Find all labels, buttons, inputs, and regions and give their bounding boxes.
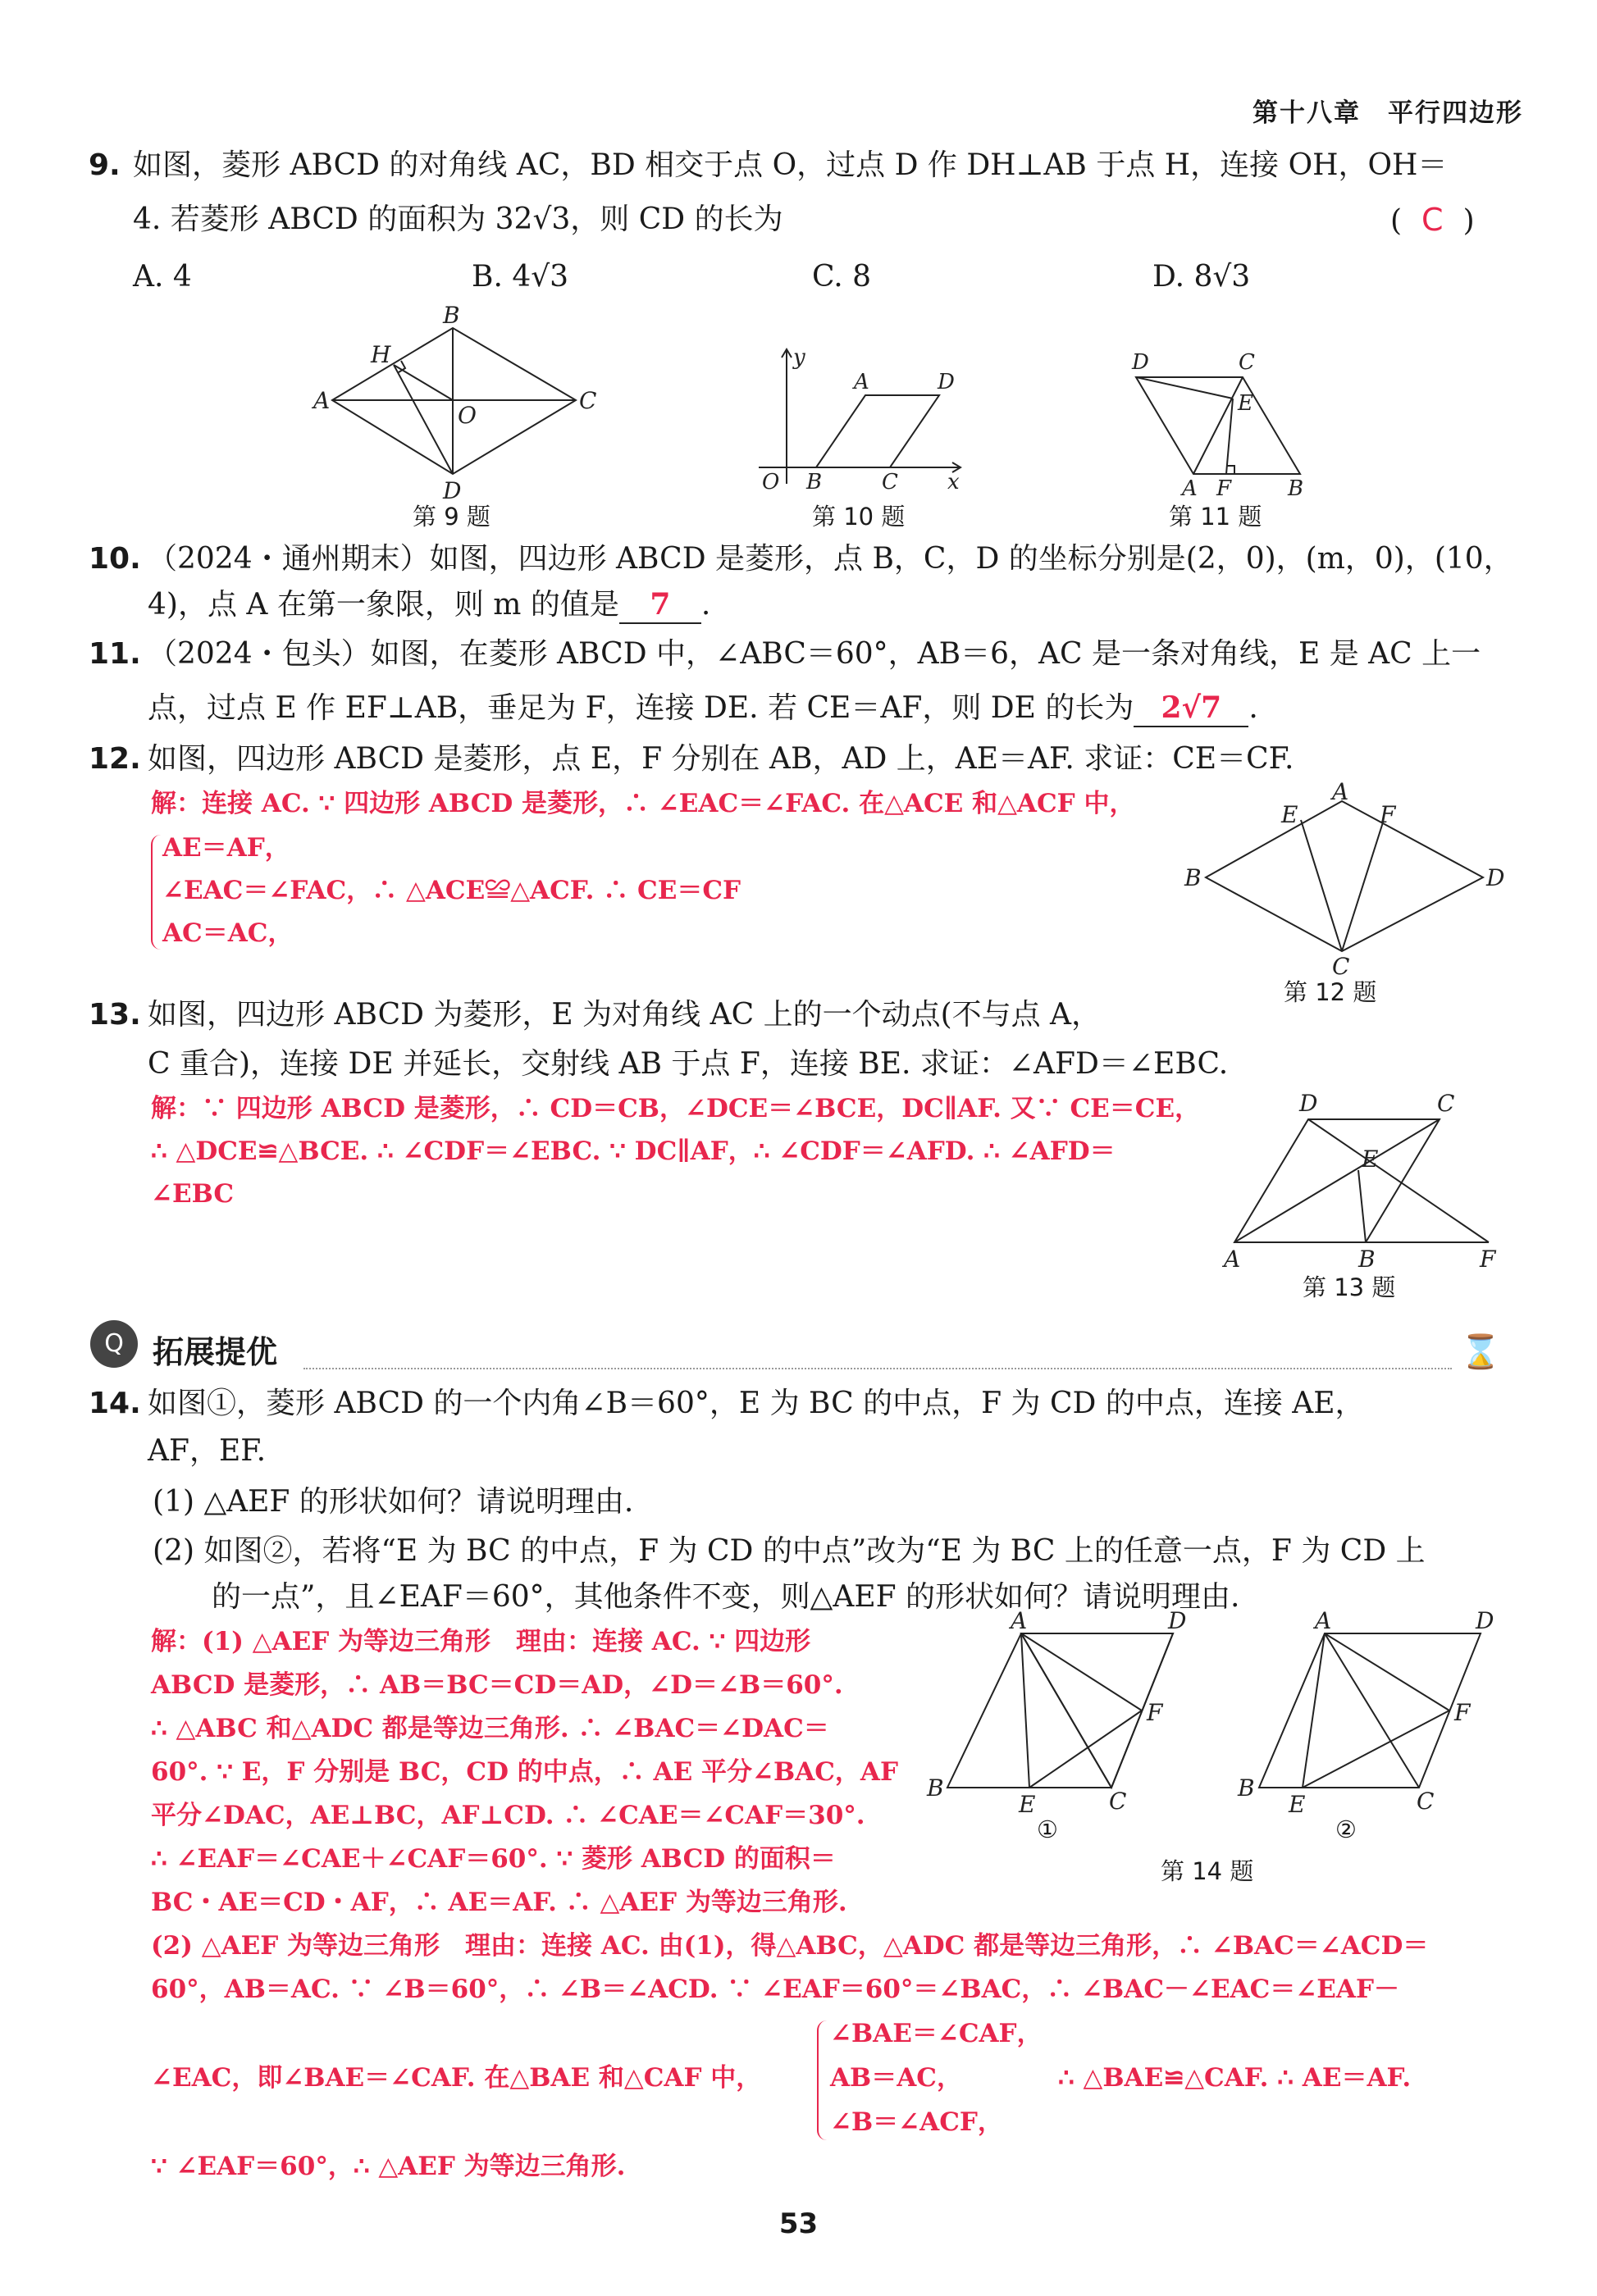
figure-q12	[1181, 778, 1509, 980]
q9-option-d: D. 8√3	[1152, 260, 1251, 294]
q14-solution-brace1: ∠BAE＝∠CAF，	[830, 2019, 1043, 2048]
q14-text-line1: 如图①，菱形 ABCD 的一个内角∠B＝60°，E 为 BC 的中点，F 为 CD 的中点，连接 AE，	[148, 1387, 1365, 1420]
q10-text-line1: （2024・通州期末）如图，四边形 ABCD 是菱形，点 B，C，D 的坐标分别是(2，0)，(m，0)，(10，	[148, 542, 1513, 576]
svg-text:C: C	[1437, 1090, 1455, 1117]
q14-solution-line3: ∴ △ABC 和△ADC 都是等边三角形. ∴ ∠BAC＝∠DAC＝	[151, 1714, 829, 1743]
q10-number: 10.	[89, 542, 141, 576]
svg-text:A: A	[1011, 1607, 1028, 1634]
svg-text:E: E	[1019, 1791, 1036, 1818]
q11-text-line1: （2024・包头）如图，在菱形 ABCD 中，∠ABC＝60°，AB＝6，AC 是一条对角线，E 是 AC 上一	[148, 637, 1481, 671]
q12-brace	[151, 835, 161, 950]
q9-answer: C	[1421, 202, 1444, 238]
q11-text-post: .	[1248, 691, 1258, 725]
q14-solution-brace3: ∠B＝∠ACF，	[830, 2107, 1003, 2137]
q12-caption: 第 12 题	[1284, 978, 1377, 1006]
q14-fig2-label: ②	[1335, 1815, 1357, 1843]
q12-solution-line1: 解：连接 AC. ∵ 四边形 ABCD 是菱形，∴ ∠EAC＝∠FAC. 在△ACE 和△ACF 中，	[151, 789, 1135, 818]
section-title: 拓展提优	[153, 1334, 278, 1370]
svg-text:B: B	[1238, 1774, 1255, 1802]
figure-q9	[312, 302, 597, 504]
q9-number: 9.	[89, 148, 121, 182]
svg-text:E: E	[1238, 391, 1253, 416]
svg-text:B: B	[927, 1774, 944, 1802]
svg-text:O: O	[762, 470, 780, 494]
figure-q13	[1214, 1086, 1509, 1275]
q14-solution-line8: (2) △AEF 为等边三角形 理由：连接 AC. 由(1)，得△ABC，△ADC 都是等边三角形，∴ ∠BAC＝∠ACD＝	[151, 1931, 1429, 1961]
svg-text:E: E	[1289, 1791, 1306, 1818]
q10-text-line2	[148, 587, 710, 624]
svg-text:C: C	[1239, 350, 1255, 375]
svg-text:A: A	[1224, 1246, 1241, 1273]
svg-text:B: B	[1358, 1246, 1376, 1273]
hourglass-icon: ⌛	[1460, 1333, 1501, 1371]
q12-solution-line4: AC＝AC，	[162, 918, 294, 948]
svg-text:D: D	[1299, 1090, 1318, 1117]
q14-solution-last: ∵ ∠EAF＝60°，∴ △AEF 为等边三角形.	[151, 2152, 626, 2181]
svg-text:C: C	[882, 470, 898, 494]
q9-option-b: B. 4√3	[472, 260, 569, 294]
svg-text:C: C	[579, 387, 597, 414]
section-divider	[303, 1368, 1452, 1369]
svg-text:D: D	[1168, 1607, 1187, 1634]
q11-text-line2	[148, 690, 1258, 727]
q10-caption-fig: 第 10 题	[812, 503, 906, 531]
svg-text:F: F	[1454, 1699, 1471, 1726]
q13-number: 13.	[89, 998, 141, 1032]
q14-solution-line2: ABCD 是菱形，∴ AB＝BC＝CD＝AD，∠D＝∠B＝60°.	[151, 1670, 843, 1700]
figure-q11	[1120, 344, 1316, 501]
svg-text:D: D	[1476, 1607, 1494, 1634]
q14-caption: 第 14 题	[1161, 1857, 1254, 1885]
q12-solution-line2: AE＝AF，	[162, 833, 290, 863]
q11-number: 11.	[89, 637, 141, 671]
q12-number: 12.	[89, 742, 141, 776]
magnifier-icon: Q	[90, 1320, 138, 1368]
svg-text:A: A	[1332, 778, 1349, 805]
q14-brace	[817, 2020, 827, 2140]
q13-solution-line1: 解：∵ 四边形 ABCD 是菱形，∴ CD＝CB，∠DCE＝∠BCE，DC∥AF. 又∵ CE＝CE，	[151, 1094, 1201, 1123]
q13-solution-line3: ∠EBC	[151, 1179, 235, 1209]
q11-answer: 2√7	[1134, 690, 1248, 727]
q9-caption: 第 9 题	[413, 503, 491, 531]
svg-text:B: B	[806, 470, 823, 494]
q14-solution-line7: BC・AE＝CD・AF，∴ AE＝AF. ∴ △AEF 为等边三角形.	[151, 1888, 847, 1917]
q14-solution-line5: 平分∠DAC，AE⊥BC，AF⊥CD. ∴ ∠CAE＝∠CAF＝30°.	[151, 1801, 865, 1830]
svg-text:O: O	[458, 402, 477, 429]
svg-text:F: F	[1147, 1699, 1163, 1726]
q9-answer-paren: ( C )	[1390, 202, 1475, 238]
q14-fig1-label: ①	[1037, 1815, 1058, 1843]
svg-text:A: A	[1182, 476, 1198, 501]
q14-solution-brace2: AB＝AC，	[830, 2063, 962, 2093]
svg-text:A: A	[854, 370, 869, 394]
svg-text:F: F	[1216, 476, 1232, 501]
q14-solution-line4: 60°. ∵ E，F 分别是 BC，CD 的中点，∴ AE 平分∠BAC，AF	[151, 1757, 898, 1787]
page-number: 53	[778, 2207, 819, 2240]
q9-option-a: A. 4	[133, 260, 192, 294]
svg-text:A: A	[313, 387, 331, 414]
svg-text:B: B	[1184, 864, 1202, 891]
figure-q14-1	[919, 1607, 1214, 1829]
q10-text-post: .	[700, 588, 711, 622]
svg-text:F: F	[1380, 801, 1396, 828]
q14-number: 14.	[89, 1387, 141, 1420]
q9-text-line1: 如图，菱形 ABCD 的对角线 AC，BD 相交于点 O，过点 D 作 DH⊥AB 于点 H，连接 OH，OH＝	[133, 148, 1448, 182]
svg-text:H: H	[371, 341, 391, 368]
q13-text-line2: C 重合)，连接 DE 并延长，交射线 AB 于点 F，连接 BE. 求证：∠AFD＝∠EBC.	[148, 1047, 1229, 1081]
q9-text-line2: 4. 若菱形 ABCD 的面积为 32√3，则 CD 的长为	[133, 203, 783, 236]
svg-text:C: C	[1332, 953, 1350, 980]
q10-text-pre: 4)，点 A 在第一象限，则 m 的值是	[148, 588, 619, 622]
svg-text:F: F	[1480, 1246, 1496, 1273]
chapter-header: 第十八章 平行四边形	[1253, 98, 1523, 128]
q14-text-line2: AF，EF.	[148, 1434, 267, 1468]
svg-text:B: B	[443, 302, 460, 329]
q11-text-pre: 点，过点 E 作 EF⊥AB，垂足为 F，连接 DE. 若 CE＝AF，则 DE 的长为	[148, 691, 1134, 725]
svg-text:C: C	[1417, 1788, 1435, 1815]
q14-solution-line1: 解：(1) △AEF 为等边三角形 理由：连接 AC. ∵ 四边形	[151, 1627, 811, 1656]
figure-q14-2	[1234, 1607, 1513, 1829]
q13-caption: 第 13 题	[1303, 1273, 1396, 1301]
figure-q10	[751, 344, 972, 492]
q14-solution-conclusion: ∴ △BAE≌△CAF. ∴ AE＝AF.	[1058, 2063, 1412, 2093]
svg-text:E: E	[1362, 1146, 1379, 1173]
q11-caption-fig: 第 11 题	[1169, 503, 1262, 531]
q12-text: 如图，四边形 ABCD 是菱形，点 E，F 分别在 AB，AD 上，AE＝AF. 求证：CE＝CF.	[148, 742, 1294, 776]
q12-solution-line3: ∠EAC＝∠FAC，∴ △ACE≌△ACF. ∴ CE＝CF	[162, 876, 741, 905]
svg-text:D: D	[1486, 864, 1505, 891]
svg-text:D: D	[938, 370, 955, 394]
svg-text:D: D	[443, 477, 462, 504]
q13-text-line1: 如图，四边形 ABCD 为菱形，E 为对角线 AC 上的一个动点(不与点 A，	[148, 998, 1102, 1032]
svg-text:y: y	[793, 345, 805, 370]
q14-solution-line6: ∴ ∠EAF＝∠CAE＋∠CAF＝60°. ∵ 菱形 ABCD 的面积＝	[151, 1844, 836, 1874]
q14-part1: (1) △AEF 的形状如何？请说明理由.	[153, 1485, 634, 1519]
q9-option-c: C. 8	[812, 260, 872, 294]
q14-part2-line2: 的一点”，且∠EAF＝60°，其他条件不变，则△AEF 的形状如何？请说明理由.	[212, 1580, 1240, 1614]
svg-text:x: x	[947, 470, 960, 494]
svg-text:D: D	[1132, 350, 1149, 375]
q10-answer: 7	[619, 587, 701, 624]
svg-text:C: C	[1109, 1788, 1127, 1815]
svg-text:A: A	[1315, 1607, 1332, 1634]
svg-text:E: E	[1281, 801, 1298, 828]
q14-solution-line9: 60°，AB＝AC. ∵ ∠B＝60°，∴ ∠B＝∠ACD. ∵ ∠EAF＝60°＝∠BAC，∴ ∠BAC－∠EAC＝∠EAF－	[151, 1975, 1399, 2004]
q14-part2-line1: (2) 如图②，若将“E 为 BC 的中点，F 为 CD 的中点”改为“E 为 BC 上的任意一点，F 为 CD 上	[153, 1534, 1426, 1568]
q14-solution-line10: ∠EAC，即∠BAE＝∠CAF. 在△BAE 和△CAF 中，	[151, 2063, 762, 2093]
svg-text:B: B	[1288, 476, 1304, 501]
q13-solution-line2: ∴ △DCE≌△BCE. ∴ ∠CDF＝∠EBC. ∵ DC∥AF，∴ ∠CDF＝∠AFD. ∴ ∠AFD＝	[151, 1137, 1116, 1166]
